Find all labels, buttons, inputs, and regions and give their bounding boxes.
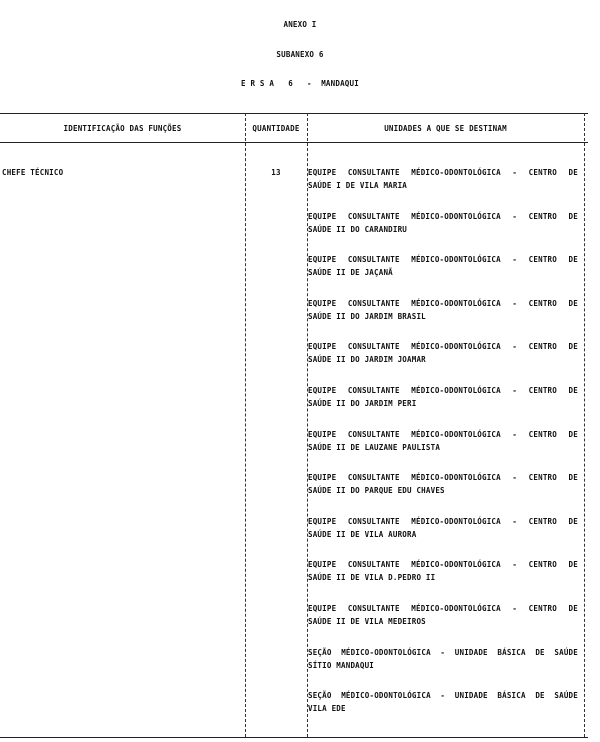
unit-entry-word: MÉDICO-ODONTOLÓGICA [411,516,501,526]
unit-entry-word: BÁSICA [497,647,526,657]
unit-entry-line2: SAÚDE II DO PARQUE EDU CHAVES [308,486,445,496]
column-header-quantity: QUANTIDADE [252,124,300,133]
column-divider-2 [307,113,308,737]
unit-entry-word: MÉDICO-ODONTOLÓGICA [411,386,501,395]
unit-entry-word: - [440,691,446,701]
unit-entry-word: CONSULTANTE [347,211,400,221]
unit-entry-word: DE [568,168,578,177]
unit-entry-word: EQUIPE [308,604,337,613]
unit-entry-word: CONSULTANTE [347,298,400,308]
region-title: E R S A 6 - MANDAQUI [241,79,359,88]
unit-entry-word: DE [568,342,578,352]
unit-entry-word: EQUIPE [308,168,337,177]
unit-entry-word: DE [568,298,578,308]
unit-entry-word: SEÇÃO [308,691,332,701]
table-bottom-rule [0,737,588,738]
unit-entry-word: CENTRO [528,473,557,483]
unit-entry-word: MÉDICO-ODONTOLÓGICA [341,691,431,701]
unit-entry-word: EQUIPE [308,560,337,570]
unit-entry-line2: SAÚDE II DO JARDIM BRASIL [308,311,426,321]
unit-entry-word: MÉDICO-ODONTOLÓGICA [411,604,501,613]
annex-title: ANEXO I [283,20,317,29]
unit-entry [308,340,578,366]
unit-entry-word: CONSULTANTE [347,516,400,526]
quantity-cell: 13 [271,168,281,177]
unit-entry-line1 [308,471,578,484]
unit-entry-word: CONSULTANTE [347,255,400,265]
unit-entry-word: DE [568,255,578,265]
unit-entry-line2: SAÚDE I DE VILA MARIA [308,181,408,190]
unit-entry-line2: SAÚDE II DO CARANDIRU [308,224,408,234]
unit-entry-word: - [512,560,518,570]
unit-entry-word: CENTRO [528,255,557,265]
unit-entry-line2: SAÚDE II DE JAÇANÃ [308,268,393,278]
unit-entry-line1 [308,210,578,223]
unit-entry [308,253,578,279]
unit-entry-word: - [512,168,518,177]
unit-entry-line2: SAÚDE II DE VILA MEDEIROS [308,617,426,626]
unit-entry-word: MÉDICO-ODONTOLÓGICA [411,429,501,439]
unit-entry-word: EQUIPE [308,516,337,526]
unit-entry-line2: SAÚDE II DE LAUZANE PAULISTA [308,442,441,452]
unit-entry-line1 [308,384,578,397]
unit-entry-word: MÉDICO-ODONTOLÓGICA [411,473,501,483]
unit-entry-word: CENTRO [528,298,557,308]
unit-entry-word: CONSULTANTE [347,604,400,613]
unit-entry-word: CONSULTANTE [347,168,400,177]
unit-entry [308,602,578,628]
unit-entry-word: CONSULTANTE [347,342,400,352]
unit-entry-word: CENTRO [528,516,557,526]
function-cell: CHEFE TÉCNICO [2,168,64,177]
unit-entry-word: - [512,516,518,526]
unit-entry-word: EQUIPE [308,255,337,265]
unit-entry-word: DE [568,386,578,395]
unit-entry-word: BÁSICA [497,691,526,701]
unit-entry-line2: SAÚDE II DO JARDIM PERI [308,399,417,408]
unit-entry-word: MÉDICO-ODONTOLÓGICA [411,168,501,177]
unit-entry [308,646,578,672]
unit-entry-word: EQUIPE [308,429,337,439]
unit-entry-word: - [512,386,518,395]
unit-entry [308,471,578,497]
unit-entry-word: EQUIPE [308,211,337,221]
unit-entry-word: - [512,429,518,439]
unit-entry [308,210,578,236]
unit-entry-word: DE [568,560,578,570]
unit-entry-word: CENTRO [528,429,557,439]
unit-entry-word: CONSULTANTE [347,386,400,395]
unit-entry [308,384,578,410]
unit-entry-word: DE [568,604,578,613]
unit-entry [308,515,578,541]
unit-entry-line1 [308,340,578,353]
unit-entry-word: DE [568,473,578,483]
column-header-units: UNIDADES A QUE SE DESTINAM [384,124,507,133]
unit-entry-line1 [308,558,578,571]
unit-entry-word: SAÚDE [554,647,578,657]
unit-entry [308,689,578,715]
unit-entry-word: DE [568,516,578,526]
unit-entry-word: EQUIPE [308,386,337,395]
unit-entry-word: - [512,298,518,308]
unit-entry-word: - [512,473,518,483]
unit-entry-word: CENTRO [528,560,557,570]
unit-entry-word: DE [568,211,578,221]
column-divider-1 [245,113,246,737]
unit-entry [308,428,578,454]
unit-entry-line2: SAÚDE II DO JARDIM JOAMAR [308,355,426,365]
table-right-border [584,113,585,737]
unit-entry-line2: VILA EDE [308,704,346,714]
unit-entry-line1 [308,602,578,615]
unit-entry-word: MÉDICO-ODONTOLÓGICA [411,342,501,352]
unit-entry-word: - [512,211,518,221]
unit-entry-line1 [308,646,578,659]
unit-entry-word: DE [535,691,545,701]
unit-entry-word: CONSULTANTE [347,429,400,439]
table-top-rule [0,113,588,114]
unit-entry-word: EQUIPE [308,473,337,483]
column-header-functions: IDENTIFICAÇÃO DAS FUNÇÕES [63,124,182,133]
unit-entry-word: CENTRO [528,211,557,221]
unit-entry-word: CENTRO [528,604,557,613]
unit-entry-word: CENTRO [528,342,557,352]
unit-entry-line2: SAÚDE II DE VILA AURORA [308,529,417,539]
unit-entry-word: CENTRO [528,386,557,395]
table-header-rule [0,142,588,143]
unit-entry-word: EQUIPE [308,298,337,308]
unit-entry-line2: SAÚDE II DE VILA D.PEDRO II [308,573,436,583]
unit-entry-word: - [512,604,518,613]
unit-entry-word: UNIDADE [454,691,488,701]
unit-entry-word: - [440,647,446,657]
unit-entry [308,558,578,584]
unit-entry-word: MÉDICO-ODONTOLÓGICA [341,647,431,657]
unit-entry-word: SAÚDE [554,691,578,701]
unit-entry-line1 [308,689,578,702]
unit-entry-line1 [308,428,578,441]
unit-entry-word: UNIDADE [454,647,488,657]
unit-entry-word: CONSULTANTE [347,473,400,483]
unit-entry-line1 [308,166,578,179]
unit-entry [308,297,578,323]
unit-entry-word: MÉDICO-ODONTOLÓGICA [411,298,501,308]
unit-entry-word: MÉDICO-ODONTOLÓGICA [411,211,501,221]
unit-entry-word: DE [535,647,545,657]
unit-entry-word: MÉDICO-ODONTOLÓGICA [411,560,501,570]
unit-entry [308,166,578,192]
unit-entry-line1 [308,297,578,310]
unit-entry-word: MÉDICO-ODONTOLÓGICA [411,255,501,265]
subannex-title: SUBANEXO 6 [276,50,324,59]
unit-entry-line1 [308,515,578,528]
unit-entry-line1 [308,253,578,266]
unit-entry-word: CENTRO [528,168,557,177]
unit-entry-word: EQUIPE [308,342,337,352]
unit-entry-word: DE [568,429,578,439]
unit-entry-word: - [512,342,518,352]
unit-entry-word: SEÇÃO [308,647,332,657]
unit-entry-line2: SÍTIO MANDAQUI [308,660,375,670]
unit-entry-word: CONSULTANTE [347,560,400,570]
unit-entry-word: - [512,255,518,265]
